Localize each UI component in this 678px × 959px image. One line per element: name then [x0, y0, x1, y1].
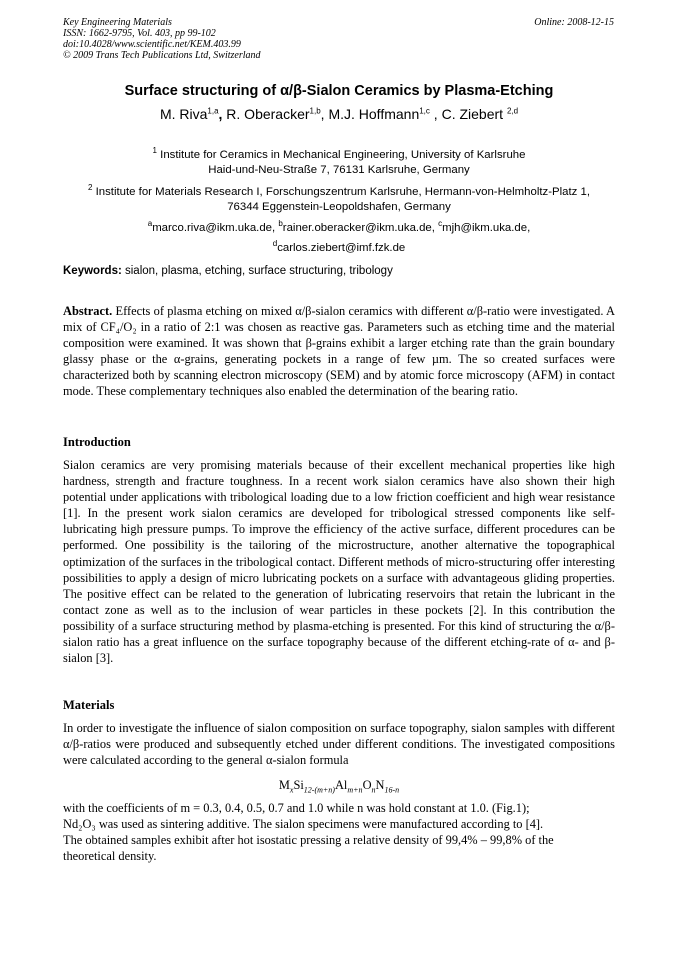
- author-list: M. Riva$^{1,a}$, R. Oberacker$^{1,b}$, M.J. Hoffmann$^{1,c}$ , C. Ziebert $^{2,d}$: [159, 106, 519, 122]
- doi: doi:10.4028/www.scientific.net/KEM.403.99: [63, 39, 241, 50]
- email-c: mjh@ikm.uka.de,: [442, 221, 531, 234]
- affiliation-line: Institute for Ceramics in Mechanical Engineering, University of Karlsruhe: [160, 148, 526, 161]
- text-line: The obtained samples exhibit after hot isostatic pressing a relative density of 99,4% – 99,8% of the: [63, 833, 554, 848]
- keywords-label: Keywords:: [63, 265, 122, 277]
- abstract-label: Abstract.: [63, 304, 113, 318]
- author-name: C. Ziebert: [441, 106, 504, 122]
- materials-text: In order to investigate the influence of sialon composition on surface topography, sialon samples with different α/β-ratios were produced and subsequently etched under different conditions. The investigated compositions were calculated according to the general α-sialon formula: [63, 721, 615, 768]
- author-name: M.J. Hoffmann: [328, 106, 420, 122]
- abstract-text: Effects of plasma etching on mixed α/β-sialon ceramics with different α/β-ratio were investigated. A mix of CF₄/O₂ in a ratio of 2:1 was chosen as reactive gas. Parameters such as etching time and the material composition were examined. It was shown that β-grains exhibit a larger etching rate than the grain boundary glassy phase or the α-grains, generating pockets in a range of few µm. The so created surfaces were characterized both by scanning electron microscopy (SEM) and by atomic force microscopy (AFM) in contact mode. These complementary techniques also enabled the determination of the bearing ratio.: [63, 304, 615, 399]
- keywords: [63, 265, 393, 277]
- materials-heading: Materials: [63, 698, 115, 712]
- materials-text-continued: [63, 800, 615, 864]
- introduction-heading: Introduction: [63, 435, 131, 449]
- affiliation-line: 76344 Eggenstein-Leopoldshafen, Germany: [227, 201, 451, 214]
- email-b: rainer.oberacker@ikm.uka.de,: [282, 221, 435, 234]
- text-line: Nd₂O₃ was used as sintering additive. The sialon specimens were manufactured according to [4].: [63, 817, 544, 832]
- author-affil: 1,a: [207, 106, 219, 116]
- email-a: marco.riva@ikm.uka.de,: [152, 221, 276, 234]
- abstract: [63, 303, 615, 400]
- author-name: M. Riva: [159, 106, 208, 122]
- issn: ISSN: 1662-9795, Vol. 403, pp 99-102: [63, 28, 216, 39]
- email-list: $^a$marco.riva@ikm.uka.de, $^b$rainer.oberacker@ikm.uka.de, $^c$mjh@ikm.uka.de, $^d$carlos.ziebert@imf.fzk.de: [147, 219, 531, 255]
- author-affil: 2,d: [506, 106, 519, 116]
- email-d: carlos.ziebert@imf.fzk.de: [277, 242, 406, 255]
- copyright: © 2009 Trans Tech Publications Ltd, Switzerland: [63, 50, 261, 61]
- keywords-text: sialon, plasma, etching, surface structuring, tribology: [125, 265, 393, 277]
- affiliation-line: Institute for Materials Research I, Forschungszentrum Karlsruhe, Hermann-von-Helmholtz-Platz 1,: [95, 185, 591, 198]
- paper-title: Surface structuring of α/β-Sialon Ceramics by Plasma-Etching: [124, 83, 554, 99]
- text-line: with the coefficients of m = 0.3, 0.4, 0.5, 0.7 and 1.0 while n was hold constant at 1.0. (Fig.1);: [63, 801, 530, 815]
- affiliation-2: $^2$ Institute for Materials Research I, Forschungszentrum Karlsruhe, Hermann-von-Helmholtz-Platz 1, 76344 Eggenstein-Leopoldshafen, Germany: [40, 180, 638, 216]
- affiliation-1: $^1$ Institute for Ceramics in Mechanical Engineering, University of Karlsruhe Haid-und-Neu-Straße 7, 76131 Karlsruhe, Germany: [50, 143, 628, 179]
- text-line: theoretical density.: [63, 849, 157, 864]
- author-affil: 1,b: [309, 106, 321, 116]
- author-affil: 1,c: [419, 106, 430, 116]
- journal-header: [63, 17, 261, 61]
- affiliation-line: Haid-und-Neu-Straße 7, 76131 Karlsruhe, Germany: [208, 164, 470, 177]
- author-name: R. Oberacker: [226, 106, 310, 122]
- online-date: Online: 2008-12-15: [534, 17, 614, 28]
- introduction-text: Sialon ceramics are very promising materials because of their excellent mechanical properties like high hardness, strength and fracture toughness. In a recent work sialon ceramics have also shown their high potential under applications with tribological loading due to a low friction coefficient and high wear resistance [1]. In the present work sialon ceramics are developed for tribological stressed components like self-lubricating high pressure pumps. To improve the efficiency of the active surface, different procedures can be performed. One possibility is the tailoring of the microstructure, another alternative the topographical optimization of the surfaces in the tribological contact. Different methods of micro-structuring offer interesting possibilities to apply a design of micro lubricating pockets on a surface with advantageous gliding properties. The positive effect can be related to the generation of lubricating reservoirs that retain the lubricant in the contact zone as well as to the inclusion of wear particles in these pockets [2]. In this contribution the possibility of a surface structuring method by plasma-etching is presented. For this kind of structuring the α/β-sialon ratio has a great influence on the surface topography because of the different etching-rate of α- and β-sialon [3].: [63, 458, 615, 666]
- journal-name: Key Engineering Materials: [63, 17, 172, 28]
- sialon-formula: $M_xSi_{12-(m+n)}Al_{m+n}O_nN_{16-n}$: [278, 778, 400, 795]
